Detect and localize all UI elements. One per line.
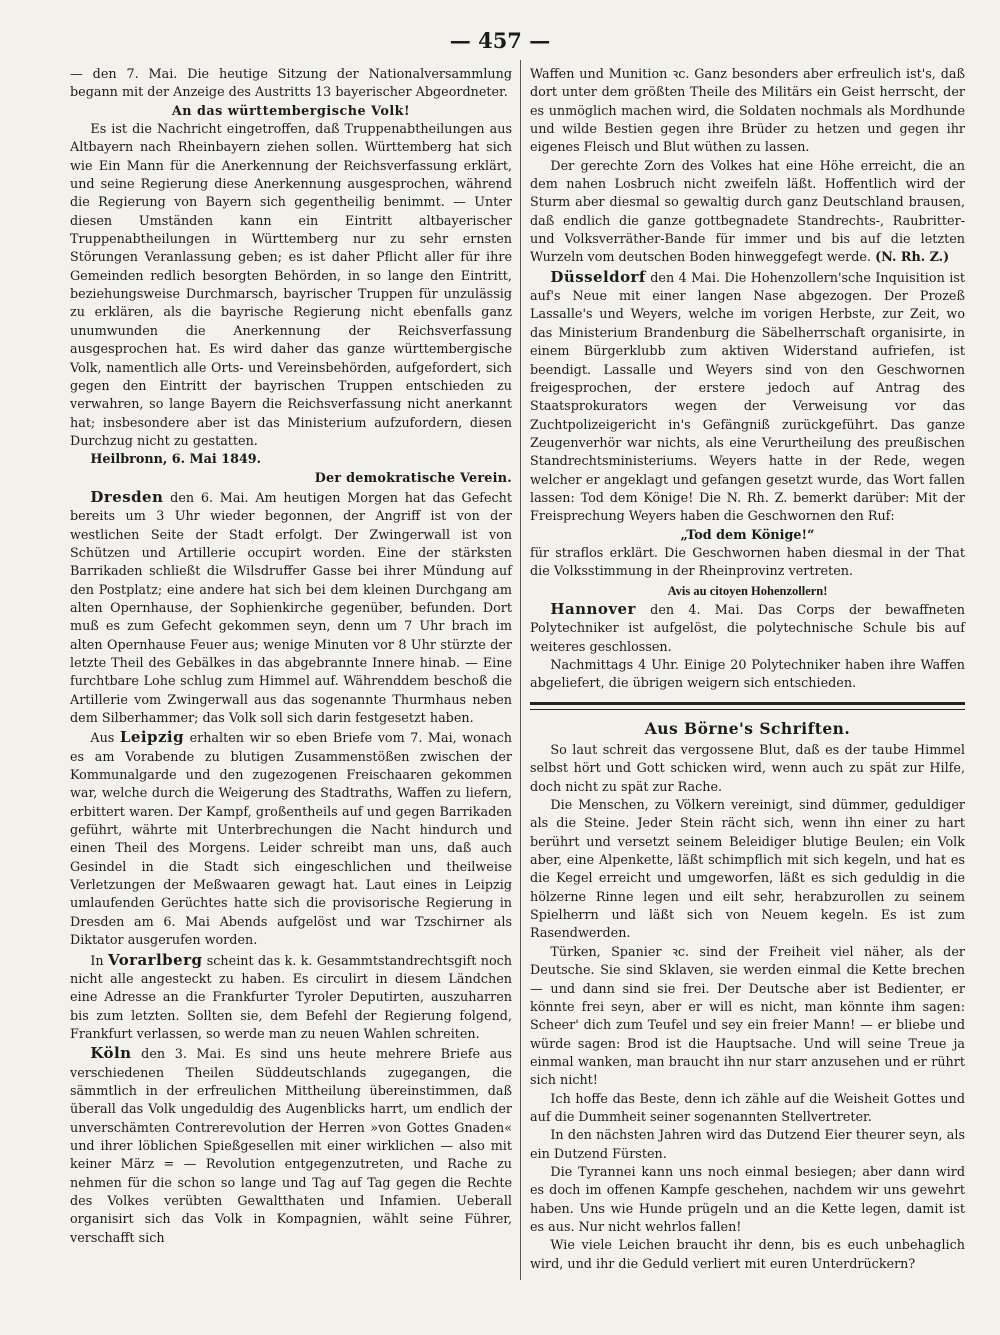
page-number: — 457 —	[449, 28, 551, 53]
report-body: scheint das k. k. Gesammtstandrechtsgift noch nicht alle angesteckt zu haben. Es circulirt in diesem Ländchen eine Adresse an die Frankfurter Tyroler Deputirten, auszuharren bis zum letzten. Sollten sie, dem Befehl der Regierung folgend, Frankfurt verlassen, so werde man zu neuen Wahlen schreiten.	[70, 953, 512, 1042]
report-prefix: Aus	[90, 731, 115, 747]
koeln-continued: Waffen und Munition ꝛc. Ganz besonders aber erfreulich ist's, daß dort unter dem größten Theile des Militärs ein Geist herrscht, der es unmöglich machen wird, die Soldaten nochmals als Mordhunde und wilde Bestien gegen ihre Brüder zu hetzen und gegen ihr eigenes Fleisch und Blut wüthen zu lassen.	[530, 67, 965, 156]
report-body: den 4 Mai. Die Hohenzollern'sche Inquisition ist auf's Neue mit einer langen Nase abgezogen. Der Prozeß Lassalle's und Weyers, welche im vorigen Herbste, zur Zeit, wo das Ministerium Brandenburg die Säbelherrschaft organisirte, in einem Bürgerklubb zum aktiven Widerstand aufriefen, ist beendigt. Lassalle und Weyers sind von den Geschwornen freigesprochen, der erstere jedoch auf Antrag des Staatsprokurators wegen der Verweisung vor das Zuchtpolizeigericht in's Gefängniß zurückgeführt. Das ganze Zeugenverhör war nichts, als eine Verurtheilung des preußischen Standrechtsministeriums. Weyers hatte in der Rede, wegen welcher er angeklagt und gefangen gesetzt wurde, das Wort fallen lassen: Tod dem Könige! Die N. Rh. Z. bemerkt darüber: Mit der Freisprechung Weyers haben die Geschwornen den Ruf:	[530, 270, 965, 525]
dresden-report	[70, 488, 512, 728]
boerne-quote-6: Die Tyrannei kann uns noch einmal besiegen; aber dann wird es doch im offenen Kampfe geschehen, nachdem wir uns gewehrt haben. Uns wie Hunde prügeln und an die Kette legen, damit ist es aus. Nur nicht wehrlos fallen!	[530, 1164, 965, 1235]
appeal-heading: An das württembergische Volk!	[171, 103, 411, 119]
column-divider	[520, 60, 521, 1280]
hannover-report	[530, 600, 965, 657]
boerne-quote-7: Wie viele Leichen braucht ihr denn, bis es euch unbehaglich wird, und ihr die Geduld verliert mit euren Unterdrückern?	[530, 1238, 965, 1272]
koeln-report	[70, 1044, 512, 1248]
left-column	[70, 66, 512, 1248]
leipzig-report	[70, 728, 512, 950]
source-citation: (N. Rh. Z.)	[875, 250, 950, 266]
report-body: den 3. Mai. Es sind uns heute mehrere Briefe aus verschiedenen Theilen Süddeutschlands zugegangen, die sämmtlich in der erfreulichen Mittheilung übereinstimmen, daß überall das Volk ungeduldig des Augenblicks harrt, um endlich der unverschämten Contrerevolution der Herren »von Gottes Gnaden« und ihrer löblichen Spießgesellen mit einer wirklichen — also mit keiner März = — Revolution entgegenzutreten, und Rache zu nehmen für die schon so lange und Tag auf Tag gegen die Rechte des Volkes verübten Gewaltthaten und Infamien. Ueberall organisirt sich das Volk in Kompagnien, wählt seine Führer, verschafft sich	[70, 1047, 512, 1246]
quote: „Tod dem Könige!“	[680, 527, 815, 543]
report-body: Der gerechte Zorn des Volkes hat eine Höhe erreicht, die an dem nahen Losbruch nicht zweifeln läßt. Hoffentlich wird der Sturm aber diesmal so gewaltig durch ganz Deutschland brausen, daß endlich die ganze gottbegnadete Standrechts-, Raubritter- und Volksverräther-Bande für immer und bis auf die letzten Wurzeln vom deutschen Boden hinweggefegt werde.	[530, 158, 965, 266]
right-column	[530, 66, 965, 1274]
dateline-place: Düsseldorf	[550, 267, 646, 286]
report-prefix: In	[90, 953, 104, 969]
dateline-place: Köln	[90, 1044, 132, 1063]
koeln-continued-2	[530, 158, 965, 268]
boerne-quote-5: In den nächsten Jahren wird das Dutzend Eier theurer seyn, als ein Dutzend Fürsten.	[530, 1128, 965, 1162]
section-separator	[530, 702, 965, 710]
appeal-text: Es ist die Nachricht eingetroffen, daß Truppenabtheilungen aus Altbayern nach Rheinbayern ziehen sollen. Württemberg hat sich wie Ein Mann für die Anerkennung der Reichsverfassung erklärt, und seine Regierung diese Anerkennung ausgesprochen, während die Regierung von Bayern sich gegentheilig benimmt. — Unter diesen Umständen kann ein Eintritt altbayerischer Truppenabtheilungen in Württemberg nur zu sehr ernsten Störungen Veranlassung geben; es ist daher Pflicht aller für ihre Gemeinden redlich besorgten Behörden, in so lange den Eintritt, beziehungsweise Durchmarsch, bayrischer Truppen für unzulässig zu erklären, als die bayrische Regierung nicht ebenfalls ganz unumwunden die Anerkennung der Reichsverfassung ausgesprochen hat. Es wird daher das ganze württembergische Volk, namentlich alle Orts- und Vereinsbehörden, aufgefordert, sich gegen den Eintritt der bayrischen Truppen entschieden zu verwahren, so lange Bayern die Reichsverfassung nicht anerkannt hat; insbesondere aber ist das Ministerium aufzufordern, diesen Durchzug nicht zu gestatten.	[70, 122, 512, 449]
report-body: den 4. Mai. Das Corps der bewaffneten Polytechniker ist aufgelöst, die polytechnische Schule bis auf weiteres geschlossen.	[530, 602, 965, 655]
frankfurt-report: — den 7. Mai. Die heutige Sitzung der Nationalversammlung begann mit der Anzeige des Austritts 13 bayerischer Abgeordneter.	[70, 67, 512, 101]
boerne-quote-3: Türken, Spanier ꝛc. sind der Freiheit viel näher, als der Deutsche. Sie sind Sklaven, sie werden einmal die Kette brechen — und dann sind sie frei. Der Deutsche aber ist Bedienter, er könnte frei seyn, aber er will es nicht, man könnte ihm sagen: Scheer' dich zum Teufel und sey ein freier Mann! — er bliebe und würde sagen: Brod ist die Hauptsache. Und will seine Treue ja einmal wanken, man braucht ihn nur starr anzusehen und er rührt sich nicht!	[530, 944, 965, 1089]
signature: Der demokratische Verein.	[314, 470, 512, 486]
boerne-quote-4: Ich hoffe das Beste, denn ich zähle auf die Weisheit Gottes und auf die Dummheit seiner sogenannten Stellvertreter.	[530, 1091, 965, 1125]
dateline: Heilbronn, 6. Mai 1849.	[90, 452, 262, 468]
duesseldorf-report	[530, 268, 965, 527]
quote-followup: für straflos erklärt. Die Geschwornen haben diesmal in der That die Volksstimmung in der Rheinprovinz vertreten.	[530, 545, 965, 580]
french-slogan: Avis au citoyen Hohenzollern!	[667, 583, 828, 598]
report-body: erhalten wir so eben Briefe vom 7. Mai, wonach es am Vorabende zu blutigen Zusammenstößen zwischen der Kommunalgarde und den zugezogenen Freischaaren gekommen war, welche durch die Weigerung des Stadtraths, Waffen zu liefern, erbittert waren. Der Kampf, großentheils auf und gegen Barrikaden geführt, währte mit Unterbrechungen die Nacht hindurch und einen Theil des Morgens. Leider schreibt man uns, daß auch Gesindel in die Stadt sich eingeschlichen und theilweise Verletzungen der Meßwaaren gewagt hat. Laut eines in Leipzig umlaufenden Gerüchtes hatte sich die provisorische Regierung in Dresden am 6. Mai Abends aufgelöst und war Tzschirner als Diktator ausgerufen worden.	[70, 731, 512, 949]
boerne-quote-2: Die Menschen, zu Völkern vereinigt, sind dümmer, geduldiger als die Steine. Jeder Stein rächt sich, wenn ihn einer zu hart berührt und versetzt seinem Beleidiger blutige Beulen; ein Volk aber, eine Alpenkette, läßt schimpflich mit sich kegeln, und hat es die Kegel erreicht und umgeworfen, läßt es sich geduldig in die hölzerne Rinne legen und eilt sehr, herabzurollen zu seinem Spielherrn und läßt sich von Neuem kegeln. Es ist zum Rasendwerden.	[530, 798, 965, 942]
boerne-quote-1: So laut schreit das vergossene Blut, daß es der taube Himmel selbst hört und Gott schicken wird, wenn auch zu spät zur Hilfe, doch nicht zu spät zur Rache.	[530, 743, 965, 795]
report-body: den 6. Mai. Am heutigen Morgen hat das Gefecht bereits um 3 Uhr wieder begonnen, der Angriff ist von der westlichen Seite der Stadt erfolgt. Der Zwingerwall ist von Schützen und Artillerie occupirt worden. Eine der stärksten Barrikaden schließt die Wilsdruffer Gasse bei ihrer Mündung auf den Postplatz; eine andere hat sich bei dem kleinen Durchgang am alten Opernhause, der Sophienkirche gegenüber, befunden. Dort muß es zum Gefecht gekommen seyn, denn um 7 Uhr brach im alten Opernhause Feuer aus; wenige Minuten vor 8 Uhr stürzte der letzte Theil des Gebälkes in das abgebrannte Innere hinab. — Eine furchtbare Lohe schlug zum Himmel auf. Währenddem beschoß die Artillerie vom Zwingerwall aus das sogenannte Thurmhaus neben dem Silberhammer; das Volk soll sich darin festgesetzt haben.	[70, 490, 512, 727]
dateline-place: Dresden	[90, 487, 164, 506]
dateline-place: Vorarlberg	[107, 950, 203, 969]
dateline-place: Hannover	[550, 599, 636, 618]
hannover-update: Nachmittags 4 Uhr. Einige 20 Polytechniker haben ihre Waffen abgeliefert, die übrigen weigern sich entschieden.	[530, 658, 965, 692]
vorarlberg-report	[70, 951, 512, 1045]
dateline-place: Leipzig	[119, 728, 185, 747]
section-title: Aus Börne's Schriften.	[644, 718, 851, 738]
